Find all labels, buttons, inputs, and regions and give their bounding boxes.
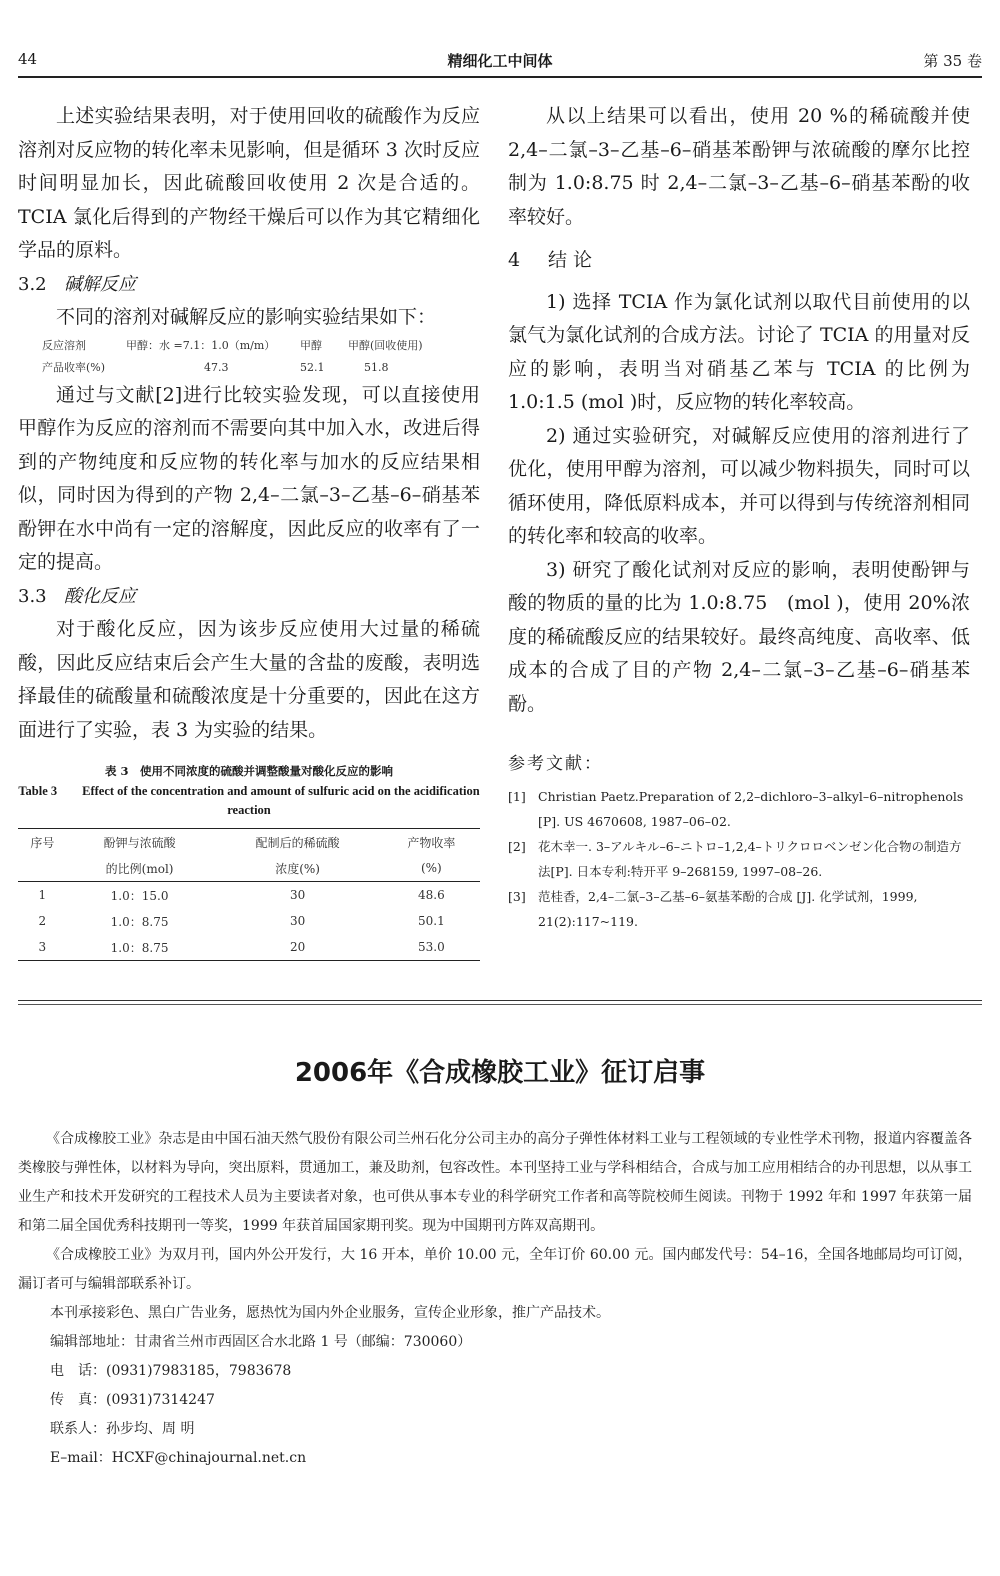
inline-cell: 甲醇(回收使用): [348, 338, 423, 352]
table-cell: 30: [289, 914, 306, 928]
table-cell: 48.6: [417, 888, 445, 902]
conclusion-item: 1) 选择 TCIA 作为氯化试剂以取代目前使用的以氯气为氯化试剂的合成方法。讨论了 TCIA 的用量对反应的影响，表明当对硝基乙苯与 TCIA 的比例为 1.0:1.5 (mol )时，反应物的转化率较高。: [508, 290, 970, 413]
section-divider: [18, 1000, 982, 1001]
paragraph: 上述实验结果表明，对于使用回收的硫酸作为反应溶剂对反应物的转化率未见影响，但是循环 3 次时反应时间明显加长，因此硫酸回收使用 2 次是合适的。TCIA 氯化后得到的产物经干燥后可以作为其它精细化学品的原料。: [18, 105, 480, 261]
volume-label: 第 35 卷: [923, 52, 982, 70]
table-header: 配制后的稀硫酸: [213, 829, 383, 856]
editorial-address: 编辑部地址：甘肃省兰州市西固区合水北路 1 号（邮编：730060）: [50, 1334, 472, 1350]
inline-cell: 甲醇: [300, 338, 322, 352]
table-cell: 30: [289, 888, 306, 902]
notice-line: 本刊承接彩色、黑白广告业务，愿热忱为国内外企业服务，宣传企业形象，推广产品技术。: [50, 1305, 610, 1321]
table-cell: 1.0：8.75: [110, 914, 169, 929]
table-row: [18, 908, 480, 934]
notice-paragraph: 《合成橡胶工业》为双月刊，国内外公开发行，大 16 开本，单价 10.00 元，全年订价 60.00 元。国内邮发代号：54–16，全国各地邮局均可订阅，漏订者可与编辑部联系补订。: [18, 1247, 972, 1292]
notice-paragraph: 《合成橡胶工业》杂志是由中国石油天然气股份有限公司兰州石化分公司主办的高分子弹性体材料工业与工程领域的专业性学术刊物，报道内容覆盖各类橡胶与弹性体，以材料为导向，突出原料，贯通加工，兼及助剂，包容改性。本刊坚持工业与学科相结合，合成与加工应用相结合的办刊思想，以从事工业生产和技术开发研究的工程技术人员为主要读者对象，也可供从事本专业的科学研究工作者和高等院校师生阅读。刊物于 1992 年和 1997 年获第一届和第二届全国优秀科技期刊一等奖，1999 年获首届国家期刊奖。现为中国期刊方阵双高期刊。: [18, 1131, 972, 1234]
journal-name: 精细化工中间体: [447, 52, 553, 70]
table-cell: 3: [18, 934, 67, 961]
inline-cell: 47.3: [204, 360, 229, 374]
section-number: 3.2: [18, 273, 47, 295]
results-table: [18, 828, 480, 961]
page-number: 44: [18, 50, 38, 68]
section-title: 碱解反应: [64, 273, 136, 295]
table-row: [18, 882, 480, 909]
section-number: 3.3: [18, 585, 47, 607]
table-header: 的比例(mol): [67, 855, 213, 882]
section-title: 结论: [548, 249, 599, 271]
inline-cell: 甲醇：水 =7.1：1.0（m/m）: [126, 338, 276, 352]
inline-cell: 反应溶剂: [42, 338, 86, 352]
table-header: 产物收率: [383, 829, 480, 856]
paragraph: 从以上结果可以看出，使用 20 %的稀硫酸并使 2,4–二氯–3–乙基–6–硝基苯酚钾与浓硫酸的摩尔比控制为 1.0:8.75 时 2,4–二氯–3–乙基–6–硝基苯酚的收率较好。: [508, 105, 970, 228]
inline-cell: 51.8: [364, 360, 389, 374]
table-cell: 50.1: [417, 914, 445, 928]
table-header: 酚钾与浓硫酸: [67, 829, 213, 856]
reference-number: [1]: [508, 789, 526, 804]
section-heading-3-2: [18, 268, 480, 302]
section-number: 4: [508, 249, 527, 271]
reference-text: Christian Paetz.Preparation of 2,2–dichloro–3–alkyl–6–nitrophenols [P]. US 4670608, 1987–06–02.: [538, 789, 964, 829]
table-header: 浓度(%): [213, 855, 383, 882]
section-divider: [18, 1004, 982, 1005]
conclusion-item: 3) 研究了酸化试剂对反应的影响，表明使酚钾与酸的物质的量的比为 1.0:8.75 (mol )，使用 20%浓度的稀硫酸反应的结果较好。最终高纯度、高收率、低成本的合成了目的产物 2,4–二氯–3–乙基–6–硝基苯酚。: [508, 558, 970, 715]
right-column: [508, 100, 970, 934]
section-heading-3-3: [18, 580, 480, 614]
section-heading-4: [508, 244, 970, 278]
fax: 传 真：(0931)7314247: [50, 1392, 215, 1408]
inline-result-row: [18, 357, 480, 379]
reference-number: [2]: [508, 839, 526, 854]
inline-cell: 产品收率(%): [42, 360, 106, 374]
table-cell: 1.0：8.75: [67, 934, 213, 961]
paragraph: 对于酸化反应，因为该步反应使用大过量的稀硫酸，因此反应结束后会产生大量的含盐的废酸，表明选择最佳的硫酸量和硫酸浓度是十分重要的，因此在这方面进行了实验，表 3 为实验的结果。: [18, 618, 480, 741]
subscription-notice: [18, 1125, 972, 1473]
table-caption-en: Table 3 Effect of the concentration and amount of sulfuric acid on the acidification reaction: [18, 784, 480, 817]
left-column: [18, 100, 480, 961]
section-title: 酸化反应: [64, 585, 136, 607]
paragraph: 通过与文献[2]进行比较实验发现，可以直接使用甲醇作为反应的溶剂而不需要向其中加入水，改进后得到的产物纯度和反应物的转化率与加水的反应结果相似，同时因为得到的产物 2,4–二氯–3–乙基–6–硝基苯酚钾在水中尚有一定的溶解度，因此反应的收率有了一定的提高。: [18, 383, 480, 573]
header-rule: [18, 76, 982, 78]
paragraph: 不同的溶剂对碱解反应的影响实验结果如下：: [56, 306, 437, 328]
conclusion-item: 2) 通过实验研究，对碱解反应使用的溶剂进行了优化，使用甲醇为溶剂，可以减少物料损失，同时可以循环使用，降低原料成本，并可以得到与传统溶剂相同的转化率和较高的收率。: [508, 424, 970, 547]
table-cell: 1.0：15.0: [110, 888, 169, 903]
table-cell: 1: [38, 888, 47, 902]
table-header: 序号: [18, 829, 67, 856]
table-caption-cn: 表 3 使用不同浓度的硫酸并调整酸量对酸化反应的影响: [104, 764, 393, 778]
email-address: E–mail：HCXF@chinajournal.net.cn: [50, 1450, 307, 1466]
reference-text: 花木幸一. 3–アルキル–6–ニトロ–1,2,4–トリクロロベンゼン化合物の制造方法[P]. 日本专利:特开平 9–268159, 1997–08–26.: [538, 839, 962, 879]
table-row: [18, 934, 480, 961]
table-cell: 2: [38, 914, 47, 928]
reference-item: [508, 884, 970, 934]
reference-item: [508, 784, 970, 834]
telephone: 电 话：(0931)7983185，7983678: [50, 1363, 292, 1379]
references-heading: 参考文献：: [508, 754, 603, 774]
table-header: [18, 855, 67, 882]
table-header: (%): [383, 855, 480, 882]
reference-text: 范桂香，2,4–二氯–3–乙基–6–氨基苯酚的合成 [J]. 化学试剂，1999, 21(2):117~119.: [538, 889, 918, 929]
contact-person: 联系人：孙步均、周 明: [50, 1421, 195, 1437]
reference-item: [508, 834, 970, 884]
table-cell: 20: [213, 934, 383, 961]
notice-title: 2006年《合成橡胶工业》征订启事: [294, 1058, 706, 1088]
reference-number: [3]: [508, 889, 526, 904]
inline-result-row: [18, 335, 480, 357]
inline-cell: 52.1: [300, 360, 325, 374]
table-cell: 53.0: [383, 934, 480, 961]
